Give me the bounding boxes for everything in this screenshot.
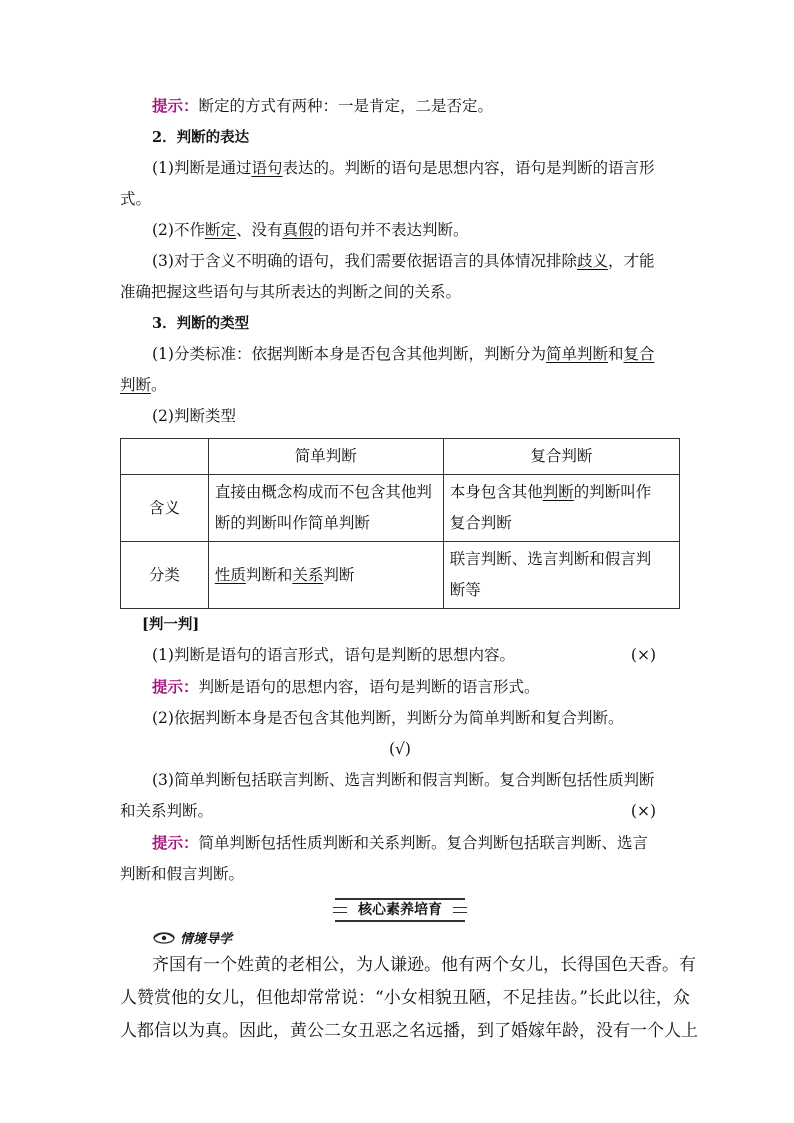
table-header-compound: 复合判断 <box>443 439 679 475</box>
text: 、没有 <box>235 221 283 239</box>
hint-line <box>120 827 680 859</box>
row-label-classification: 分类 <box>121 542 209 609</box>
table-header-row <box>121 439 680 475</box>
paragraph <box>120 215 680 246</box>
underlined-answer: 语句 <box>251 159 283 177</box>
cell-line <box>450 477 673 508</box>
section-heading-expression: 2．判断的表达 <box>152 129 250 146</box>
table-cell <box>443 475 679 542</box>
scene-swirl-icon <box>152 931 176 945</box>
hint-line <box>120 671 680 703</box>
text: (1)判断是通过 <box>152 159 252 177</box>
paragraph: (2)判断类型 <box>152 407 236 425</box>
text: (3)对于含义不明确的语句，我们需要依据语言的具体情况排除 <box>152 252 577 270</box>
judge-title: [判一判] <box>142 616 200 633</box>
section-banner: 核心素养培育 <box>335 898 465 922</box>
paragraph-continuation: 式。 <box>120 190 152 208</box>
judge-item: (2)依据判断本身是否包含其他判断，判断分为简单判断和复合判断。 <box>152 709 624 727</box>
text: 表达的。判断的语句是思想内容，语句是判断的语言形 <box>282 159 655 177</box>
paragraph-continuation <box>120 370 680 401</box>
page-content <box>120 90 698 1048</box>
text: 判断 <box>323 565 355 584</box>
scene-heading <box>152 928 680 947</box>
table-corner-cell <box>121 439 209 475</box>
table-row <box>121 542 680 609</box>
paragraph <box>120 153 680 184</box>
cell-line: 复合判断 <box>449 514 512 532</box>
hint-label: 提示： <box>152 833 199 852</box>
text: 本身包含其他 <box>449 483 543 501</box>
table-header-simple: 简单判断 <box>208 439 443 475</box>
text: ，才能 <box>607 252 655 270</box>
text: 的语句并不表达判断。 <box>313 221 469 239</box>
underlined-answer: 歧义 <box>576 252 608 270</box>
table-cell <box>208 475 443 542</box>
statement: 和关系判断。 <box>120 802 214 820</box>
text: 判断和 <box>245 565 293 584</box>
cell-line: 断等 <box>449 581 481 599</box>
cell-line: 断的判断叫作简单判断 <box>214 514 370 532</box>
underlined-answer: 断定 <box>204 221 236 239</box>
story-line: 人赞赏他的女儿，但他却常常说：“小女相貌丑陋，不足挂齿。”长此以往，众 <box>120 988 690 1008</box>
row-label-meaning: 含义 <box>121 475 209 542</box>
judge-item: (3)简单判断包括联言判断、选言判断和假言判断。复合判断包括性质判断 <box>152 771 655 789</box>
story-line: 齐国有一个姓黄的老相公，为人谦逊。他有两个女儿，长得国色天香。有 <box>152 955 696 975</box>
answer-mark: (√) <box>389 740 411 758</box>
underlined-answer: 复合 <box>623 345 655 363</box>
hint-label: 提示： <box>152 96 199 115</box>
table-cell <box>443 542 679 609</box>
hint-text: 断定的方式有两种：一是肯定，二是否定。 <box>198 97 494 115</box>
section-heading-types: 3．判断的类型 <box>152 315 250 332</box>
hint-line <box>120 90 680 122</box>
answer-mark: (×) <box>630 646 656 664</box>
paragraph <box>120 339 680 370</box>
text: 的判断叫作 <box>573 483 652 501</box>
story-line: 人都信以为真。因此，黄公二女丑恶之名远播，到了婚嫁年龄，没有一个人上 <box>120 1021 698 1041</box>
judge-item-continuation <box>120 796 680 827</box>
text: (2)不作 <box>152 221 205 239</box>
text: 。 <box>151 376 167 394</box>
paragraph-continuation: 准确把握这些语句与其所表达的判断之间的关系。 <box>120 283 462 301</box>
hint-continuation: 判断和假言判断。 <box>120 865 245 883</box>
statement: (1)判断是语句的语言形式，语句是判断的思想内容。 <box>152 646 515 664</box>
paragraph <box>120 246 680 277</box>
cell-line: 联言判断、选言判断和假言判 <box>449 550 652 568</box>
judge-item <box>120 640 680 671</box>
text: 和 <box>607 345 624 363</box>
hint-text: 判断是语句的思想内容，语句是判断的语言形式。 <box>198 678 540 696</box>
answer-mark: (×) <box>630 802 656 820</box>
cell-line: 直接由概念构成而不包含其他判 <box>214 483 432 501</box>
underlined-answer: 性质 <box>214 565 246 584</box>
hint-text: 简单判断包括性质判断和关系判断。复合判断包括联言判断、选言 <box>198 834 649 852</box>
table-cell <box>208 542 443 609</box>
scene-label: 情境导学 <box>180 932 233 947</box>
hint-label: 提示： <box>152 677 199 696</box>
underlined-answer: 判断 <box>120 376 152 394</box>
judgment-types-table <box>120 438 680 609</box>
table-row <box>121 475 680 542</box>
underlined-answer: 判断 <box>542 483 574 501</box>
underlined-answer: 真假 <box>282 221 314 239</box>
text: (1)分类标准：依据判断本身是否包含其他判断，判断分为 <box>152 345 546 363</box>
underlined-answer: 简单判断 <box>545 345 608 363</box>
underlined-answer: 关系 <box>292 565 324 584</box>
